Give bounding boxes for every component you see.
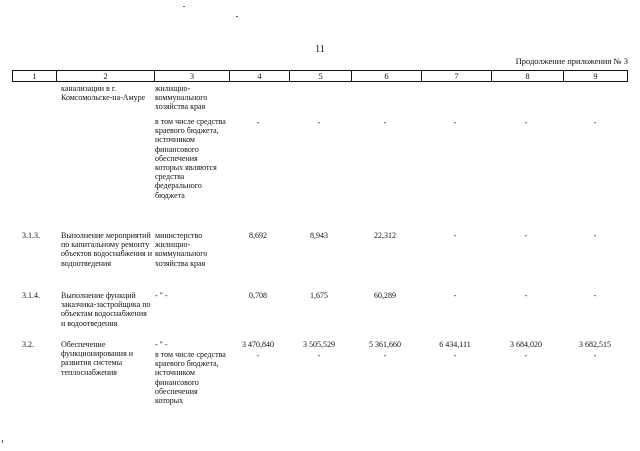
scan-speck <box>236 16 238 17</box>
value-cell: 0,708 <box>249 291 267 300</box>
row-name: канализации в г. Комсомольске-на-Амуре <box>61 84 146 103</box>
header-col-2: 2 <box>56 71 154 81</box>
value-cell: 60,289 <box>374 291 396 300</box>
value-cell: - <box>256 351 260 360</box>
header-col-5: 5 <box>289 71 351 81</box>
row-executor: министерство жилищно-коммунального хозяйства края <box>155 231 208 268</box>
value-cell: - <box>524 231 528 240</box>
header-col-4: 4 <box>229 71 289 81</box>
value-cell: 3 682,515 <box>579 340 611 349</box>
scan-speck <box>183 6 185 7</box>
scan-speck <box>2 440 3 443</box>
value-cell: 22,312 <box>374 231 396 240</box>
value-cell: 1,675 <box>310 291 328 300</box>
row-executor: - " - <box>155 291 168 300</box>
value-cell: 3 684,020 <box>510 340 542 349</box>
continuation-note: Продолжение приложения № 3 <box>515 56 628 66</box>
value-cell: - <box>593 351 597 360</box>
header-col-6: 6 <box>351 71 421 81</box>
value-cell: - <box>453 351 457 360</box>
value-cell: - <box>593 118 597 127</box>
row-name: Выполнение функций заказчика-застройщика по объектам водоснабжения и водоотведения <box>61 291 151 328</box>
header-col-8: 8 <box>491 71 563 81</box>
row-executor: в том числе средства краевого бюджета, источником финансового обеспечения которых являются средства федерального бюджета <box>155 117 226 200</box>
header-col-7: 7 <box>421 71 491 81</box>
table-header <box>12 70 628 82</box>
value-cell: - <box>317 118 321 127</box>
value-cell: - <box>383 351 387 360</box>
row-number: 3.1.4. <box>22 291 40 300</box>
row-number: 3.1.3. <box>22 231 40 240</box>
row-name: Обеспечение функционирования и развития системы теплоснабжения <box>61 340 134 377</box>
value-cell: - <box>453 231 457 240</box>
value-cell: - <box>524 118 528 127</box>
value-cell: 6 434,111 <box>439 340 471 349</box>
header-col-1: 1 <box>32 71 37 81</box>
value-cell: 5 361,660 <box>369 340 401 349</box>
value-cell: - <box>524 291 528 300</box>
value-cell: - <box>593 291 597 300</box>
row-executor: - " - <box>155 340 168 349</box>
value-cell: 8,692 <box>249 231 267 240</box>
row-executor: в том числе средства краевого бюджета, источником финансового обеспечения которых <box>155 350 226 406</box>
value-cell: - <box>453 118 457 127</box>
row-executor: жилищно-коммунального хозяйства края <box>155 84 208 112</box>
value-cell: - <box>524 351 528 360</box>
value-cell: 3 470,840 <box>242 340 274 349</box>
row-number: 3.2. <box>22 340 34 349</box>
page-number: 11 <box>315 44 325 55</box>
value-cell: - <box>453 291 457 300</box>
value-cell: - <box>256 118 260 127</box>
value-cell: - <box>383 118 387 127</box>
header-col-9: 9 <box>563 71 627 81</box>
value-cell: 8,943 <box>310 231 328 240</box>
row-name: Выполнение мероприятий по капитальному ремонту объектов водоснабжения и водоотведения <box>61 231 153 268</box>
header-col-3: 3 <box>154 71 229 81</box>
value-cell: - <box>593 231 597 240</box>
value-cell: 3 505,529 <box>303 340 335 349</box>
value-cell: - <box>317 351 321 360</box>
